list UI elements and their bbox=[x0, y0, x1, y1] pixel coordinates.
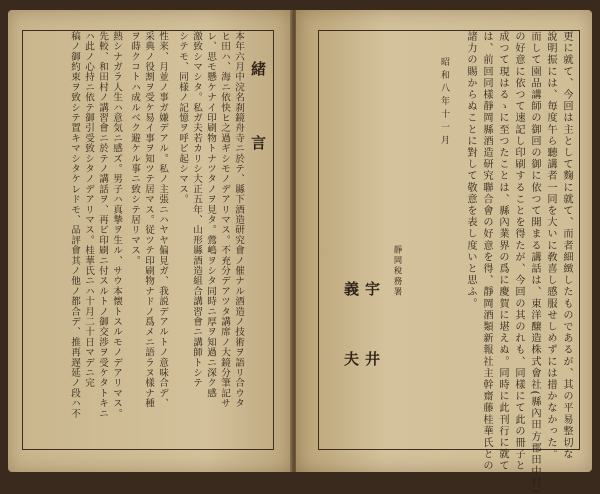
right-column-6: は、前回同樣靜岡縣酒造研究聯合會の好意を得、靜岡酒類新報社主幹齋藤桂華氏との bbox=[481, 31, 492, 472]
right-column-4: の好意に依つて速記し印刷することを得たが、今回の其のれも、同樣にて此の冊子と bbox=[513, 31, 524, 472]
right-column-5: 成つて現はるゝに至つたことは、縣內業界の爲に慶賀に堪えぬ。同時に此刊行に就て bbox=[497, 31, 508, 472]
author-affiliation: 靜岡稅務署 bbox=[392, 245, 402, 298]
left-column-11: ハ此ノ心持ニ依テ御引受致シタノデアリマス。桂華氏ニハ十月二十日マデニ完 bbox=[83, 31, 94, 388]
right-column-3: 而して園品講師の御回の御に依つて開まる講話は、東洋醸造株式會社(縣內田方郡田中村) bbox=[529, 31, 540, 494]
left-column-3: レ、思モ懸ケナイ印刷物トナツタノヲ見タ。鶯嶋ヲシタ同時ニ厚ヲ知過ニ深ク感 bbox=[205, 31, 216, 399]
left-text-frame bbox=[22, 30, 274, 450]
preface-date: 昭和八年十一月 bbox=[439, 57, 449, 148]
right-column-1: 更に就て、今回は主として麴に就て、而者細緻したものであるが、其の平易整切な bbox=[561, 31, 572, 461]
right-column-7: 諸力の賜からぬことに對して敬意を表し度いと思ふ。 bbox=[465, 31, 476, 310]
right-column-2: 說明振には、毎度午ら聽講者一同を大いに敎喜し感服せしめずには措かなかった。 bbox=[545, 31, 556, 461]
left-column-8: ヲ蒔クコトハ成ルベク避ケル事ニ致シテ居リマス。 bbox=[129, 31, 140, 266]
left-column-2: ヒ田ハ、海ニ依快ヒ之過ギシモノデアリマス。不充分デアツタ講席ノ大鏡分筆記サ bbox=[219, 31, 230, 409]
preface-title: 緒 言 bbox=[249, 61, 267, 172]
right-text-frame bbox=[318, 30, 580, 494]
left-column-5: シテモ、同様ノ記憶ヲ呼ビ起シマス。 bbox=[177, 31, 188, 205]
left-column-4: 激致シマシタ。私ガ夫若カリシ大正五年、山形縣酒造組合講習會ニ講師トシテ bbox=[191, 31, 202, 388]
left-column-9: 熱シナガラ人生ハ意気ニ感ズ。男子ハ真摯ヲ生ル、サウ本懐トスルモノデアリマス。 bbox=[111, 31, 122, 419]
left-column-1: 本年六月中浣名刹鏡舟寺ニ於テ、縣下酒造研究會ノ催ナル酒造ノ技術ヲ語リ合ウタ bbox=[233, 31, 244, 409]
left-column-7: 采典ノ役割ヲ受ケ易イ事ヲ知ツテ居マス。従ツテ印刷物ナドノ爲メニ語ラヌ樣ナ種 bbox=[143, 31, 154, 409]
left-column-12: 稿ノ御約束ヲ致シテ置キマシタケレドモ、品評會其ノ他ノ都合デ、推再遅延ノ段ハ不 bbox=[69, 31, 80, 419]
left-column-10: 先較、和田村ノ講習會ニ於テノ講話ヲ、再ビ印刷ニ付スルトノ御交渉ヲ受ケタトキニ bbox=[97, 31, 108, 419]
author-name: 宇 井 義 夫 bbox=[342, 281, 381, 421]
left-column-6: 性来、月並ノ事ガ嫌デアル。私ノ主張ニハヤヤ偏見ガ、我説デアルトノ意味合デ、 bbox=[157, 31, 168, 409]
